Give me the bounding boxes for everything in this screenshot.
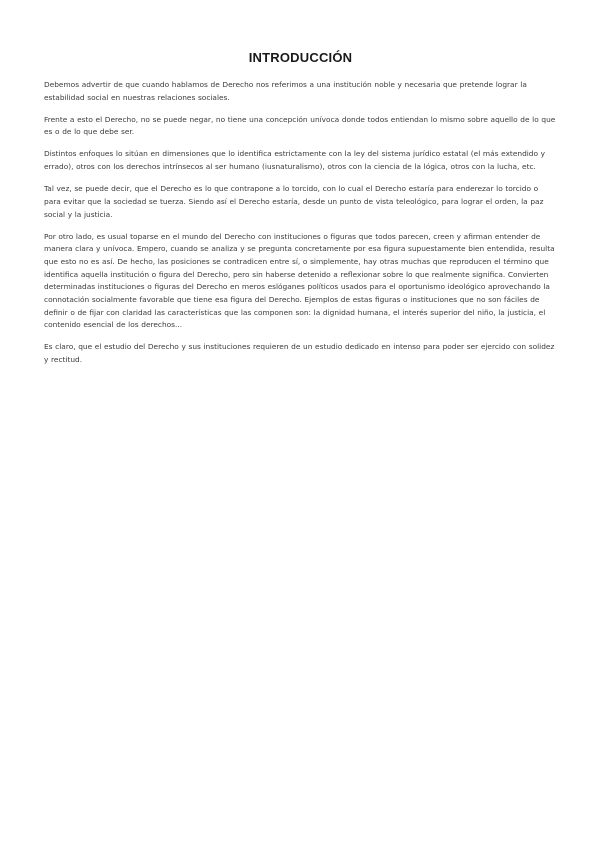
paragraph: Debemos advertir de que cuando hablamos de Derecho nos referimos a una institución noble y necesaria que pretende lograr la estabilidad social en nuestras relaciones sociales. <box>44 80 527 102</box>
paragraph: Distintos enfoques lo sitúan en dimensiones que lo identifica estrictamente con la ley del sistema jurídico estatal (el más extendido y errado), otros con los derechos intrínsecos al ser humano (iusnaturalismo), otros con la ciencia de la lógica, otros con la lucha, etc. <box>44 149 546 172</box>
paragraph: Es claro, que el estudio del Derecho y sus instituciones requieren de un estudio dedicado en intenso para poder ser ejercido con solidez y rectitud. <box>44 342 555 365</box>
paragraph: Frente a esto el Derecho, no se puede negar, no tiene una concepción unívoca donde todos entiendan lo mismo sobre aquello de lo que es o de lo que debe ser. <box>44 114 556 137</box>
document-page <box>44 50 557 376</box>
document-title: INTRODUCCIÓN <box>248 50 353 65</box>
paragraph: Por otro lado, es usual toparse en el mundo del Derecho con instituciones o figuras que todos parecen, creen y afirman entender de manera clara y unívoca. Empero, cuando se analiza y se pregunta concretamente por esa figura supuestamente bien entendida, resulta que esto no es así. De hecho, las posiciones se contradicen entre sí, o simplemente, hay otras muchas que reproducen el término que identifica aquella institución o figura del Derecho, pero sin haberse detenido a reflexionar sobre lo que realmente significa. Convierten determinadas instituciones o figuras del Derecho en meros eslóganes políticos usados para el oportunismo ideológico aprovechando la connotación socialmente favorable que tiene esa figura del Derecho. Ejemplos de estas figuras o instituciones que no son fáciles de definir o de fijar con claridad las características que las componen son: la dignidad humana, el interés superior del niño, la justicia, el contenido esencial de los derechos... <box>44 231 555 330</box>
paragraph: Tal vez, se puede decir, que el Derecho es lo que contrapone a lo torcido, con lo cual el Derecho estaría para enderezar lo torcido o para evitar que la sociedad se tuerza. Siendo así el Derecho estaría, desde un punto de vista teleológico, para lograr el orden, la paz social y la justicia. <box>44 184 544 219</box>
